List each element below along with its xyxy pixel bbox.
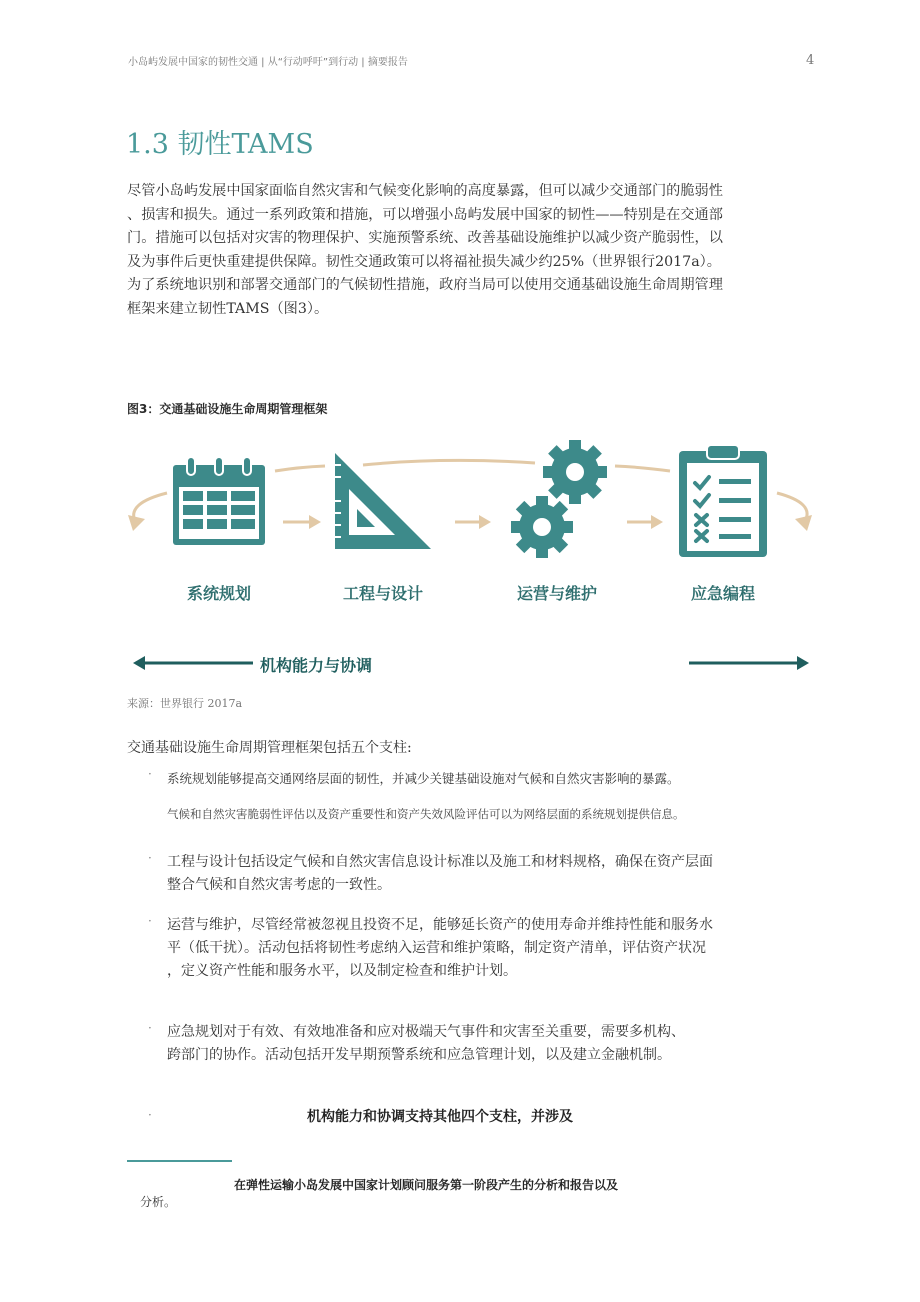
institutional-pillar-text: 机构能力和协调支持其他四个支柱，并涉及 <box>307 1109 573 1125</box>
intro-line: 为了系统地识别和部署交通部门的气候韧性措施，政府当局可以使用交通基础设施生命周期管理 <box>127 277 723 293</box>
intro-line: 框架来建立韧性TAMS（图3）。 <box>127 300 329 317</box>
list-item-text <box>167 851 807 897</box>
running-header: 小岛屿发展中国家的韧性交通 | 从“行动呼吁”到行动 | 摘要报告 <box>128 57 408 68</box>
list-item-line: ，定义资产性能和服务水平，以及制定检查和维护计划。 <box>167 963 517 979</box>
intro-line: 及为事件后更快重建提供保障。韧性交通政策可以将福祉损失减少约25%（世界银行2017a）。 <box>127 253 721 270</box>
top-connector-right <box>615 466 670 471</box>
lifecycle-diagram <box>125 435 815 680</box>
intro-paragraph <box>127 180 817 321</box>
left-loop-arrow <box>134 493 167 521</box>
top-connector-left <box>275 466 325 471</box>
list-item-line: 跨部门的协作。活动包括开发早期预警系统和应急管理计划，以及建立金融机制。 <box>167 1047 671 1063</box>
institutional-capacity-label: 机构能力与协调 <box>260 656 373 675</box>
bullet-marker: · <box>148 1108 152 1122</box>
footnote-divider <box>127 1160 232 1162</box>
checklist-clipboard-icon <box>679 445 767 557</box>
bullet-marker: · <box>148 1021 152 1035</box>
diagram-canvas <box>125 435 815 680</box>
right-loop-arrow <box>777 493 807 521</box>
institutional-arrow-left <box>133 656 253 670</box>
list-item-line: 运营与维护，尽管经常被忽视且投资不足，能够延长资产的使用寿命并维持性能和服务水 <box>167 917 713 933</box>
figure-caption: 图3：交通基础设施生命周期管理框架 <box>127 402 328 416</box>
intro-line: 、损害和损失。通过一系列政策和措施，可以增强小岛屿发展中国家的韧性——特别是在交通部 <box>127 206 723 223</box>
footnote-end: 分析。 <box>140 1195 177 1209</box>
footnote-bold: 在弹性运输小岛发展中国家计划顾问服务第一阶段产生的分析和报告以及 <box>234 1178 619 1192</box>
flow-arrow <box>455 515 491 529</box>
bullet-marker: · <box>148 914 152 928</box>
top-connector-middle <box>363 460 535 465</box>
figure-source: 来源：世界银行 2017a <box>127 697 243 710</box>
left-loop-arrowhead <box>128 515 145 531</box>
stage-label-engineering: 工程与设计 <box>342 584 424 603</box>
list-item-line: 工程与设计包括设定气候和自然灾害信息设计标准以及施工和材料规格，确保在资产层面 <box>167 854 713 870</box>
planning-subnote: 气候和自然灾害脆弱性评估以及资产重要性和资产失效风险评估可以为网络层面的系统规划提供信息。 <box>167 807 685 821</box>
stage-label-planning: 系统规划 <box>186 584 252 603</box>
list-item-text <box>167 767 807 790</box>
flow-arrow <box>283 515 321 529</box>
stage-label-operations: 运营与维护 <box>516 584 598 603</box>
list-item-line: 平（低干扰）。活动包括将韧性考虑纳入运营和维护策略，制定资产清单，评估资产状况 <box>167 940 706 956</box>
pillars-intro: 交通基础设施生命周期管理框架包括五个支柱: <box>127 740 412 756</box>
list-item-text <box>167 1021 807 1067</box>
list-item-text <box>167 914 807 983</box>
list-item-line: 系统规划能够提高交通网络层面的韧性，并减少关键基础设施对气候和自然灾害影响的暴露。 <box>167 771 680 786</box>
intro-line: 尽管小岛屿发展中国家面临自然灾害和气候变化影响的高度暴露，但可以减少交通部门的脆弱性 <box>127 183 723 199</box>
bullet-marker: · <box>148 767 152 781</box>
section-title: 1.3 韧性TAMS <box>126 129 314 160</box>
gears-icon <box>511 440 607 558</box>
right-loop-arrowhead <box>795 515 812 531</box>
list-item-line: 整合气候和自然灾害考虑的一致性。 <box>167 877 391 893</box>
set-square-icon <box>335 453 431 549</box>
page-number: 4 <box>806 53 815 68</box>
calendar-icon <box>173 457 265 545</box>
stage-label-contingency: 应急编程 <box>690 584 756 603</box>
bullet-marker: · <box>148 851 152 865</box>
institutional-arrow-right <box>689 656 809 670</box>
flow-arrow <box>627 515 663 529</box>
intro-line: 门。措施可以包括对灾害的物理保护、实施预警系统、改善基础设施维护以减少资产脆弱性，以 <box>127 230 723 246</box>
list-item-line: 应急规划对于有效、有效地准备和应对极端天气事件和灾害至关重要，需要多机构、 <box>167 1024 685 1040</box>
